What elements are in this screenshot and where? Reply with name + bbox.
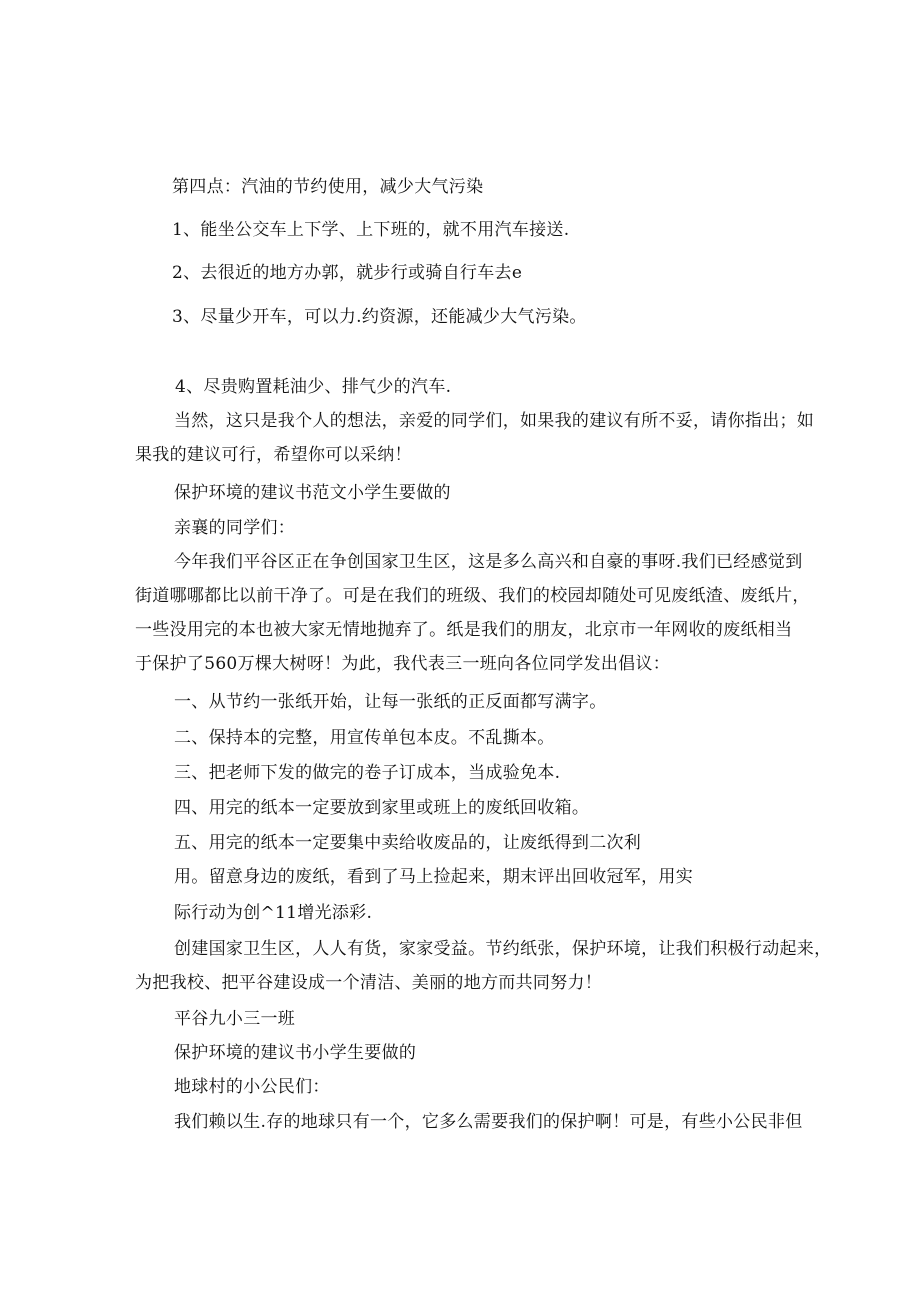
proposal-3: 三、把老师下发的做完的卷子订成本，当成验免本.: [174, 763, 561, 783]
proposal-4: 四、用完的纸本一定要放到家里或班上的废纸回收箱。: [174, 798, 590, 818]
letter2-intro-line-3: 一些没用完的本也被大家无情地抛弃了。纸是我们的朋友，北京市一年网收的废纸相当: [135, 620, 793, 640]
letter2-intro-line-4: 于保护了560万棵大树呀！为此，我代表三一班向各位同学发出倡议：: [135, 654, 671, 674]
letter2-signature: 平谷九小三一班: [174, 1009, 296, 1029]
letter3-title: 保护环境的建议书小学生要做的: [174, 1043, 417, 1063]
section4-item-3: 3、尽量少开车，可以力.约资源，还能减少大气污染。: [172, 307, 587, 327]
conclusion-line-2: 为把我校、把平谷建设成一个清洁、美丽的地方而共同努力！: [135, 973, 603, 993]
letter2-greeting: 亲襄的同学们：: [174, 518, 296, 538]
letter3-greeting: 地球村的小公民们：: [174, 1077, 330, 1097]
closing-line-1: 当然，这只是我个人的想法，亲爱的同学们，如果我的建议有所不妥，请你指出；如: [174, 411, 815, 431]
proposal-1: 一、从节约一张纸开始，让每一张纸的正反面都写满字。: [174, 692, 607, 712]
letter2-title: 保护环境的建议书范文小学生要做的: [174, 483, 451, 503]
proposal-5-end: 际行动为创^11增光添彩.: [174, 903, 373, 923]
conclusion-line-1: 创建国家卫生区，人人有货，家家受益。节约纸张，保护环境，让我们积极行动起来，: [174, 939, 832, 959]
section4-heading: 第四点：汽油的节约使用，减少大气污染: [172, 177, 484, 197]
proposal-5-cont: 用。留意身边的废纸，看到了马上捡起来，期末评出回收冠军，用实: [174, 867, 693, 887]
section4-item-2: 2、去很近的地方办郭，就步行或骑自行车去e: [172, 263, 523, 283]
proposal-2: 二、保持本的完整，用宣传单包本皮。不乱撕本。: [174, 728, 555, 748]
proposal-5: 五、用完的纸本一定要集中卖给收废品的，让废纸得到二次利: [174, 833, 642, 853]
closing-line-2: 果我的建议可行，希望你可以采纳！: [135, 445, 412, 465]
section4-item-4: 4、尽贵购置耗油少、排气少的汽车.: [175, 377, 452, 397]
section4-item-1: 1、能坐公交车上下学、上下班的，就不用汽车接送.: [172, 220, 570, 240]
letter2-intro-line-2: 街道哪哪都比以前干净了。可是在我们的班级、我们的校园却随处可见废纸渣、废纸片，: [135, 586, 810, 606]
letter3-first-line: 我们赖以生.存的地球只有一个，它多么需要我们的保护啊！可是，有些小公民非但: [174, 1112, 803, 1132]
letter2-intro-line-1: 今年我们平谷区正在争创国家卫生区，这是多么高兴和自豪的事呀.我们已经感觉到: [174, 552, 803, 572]
